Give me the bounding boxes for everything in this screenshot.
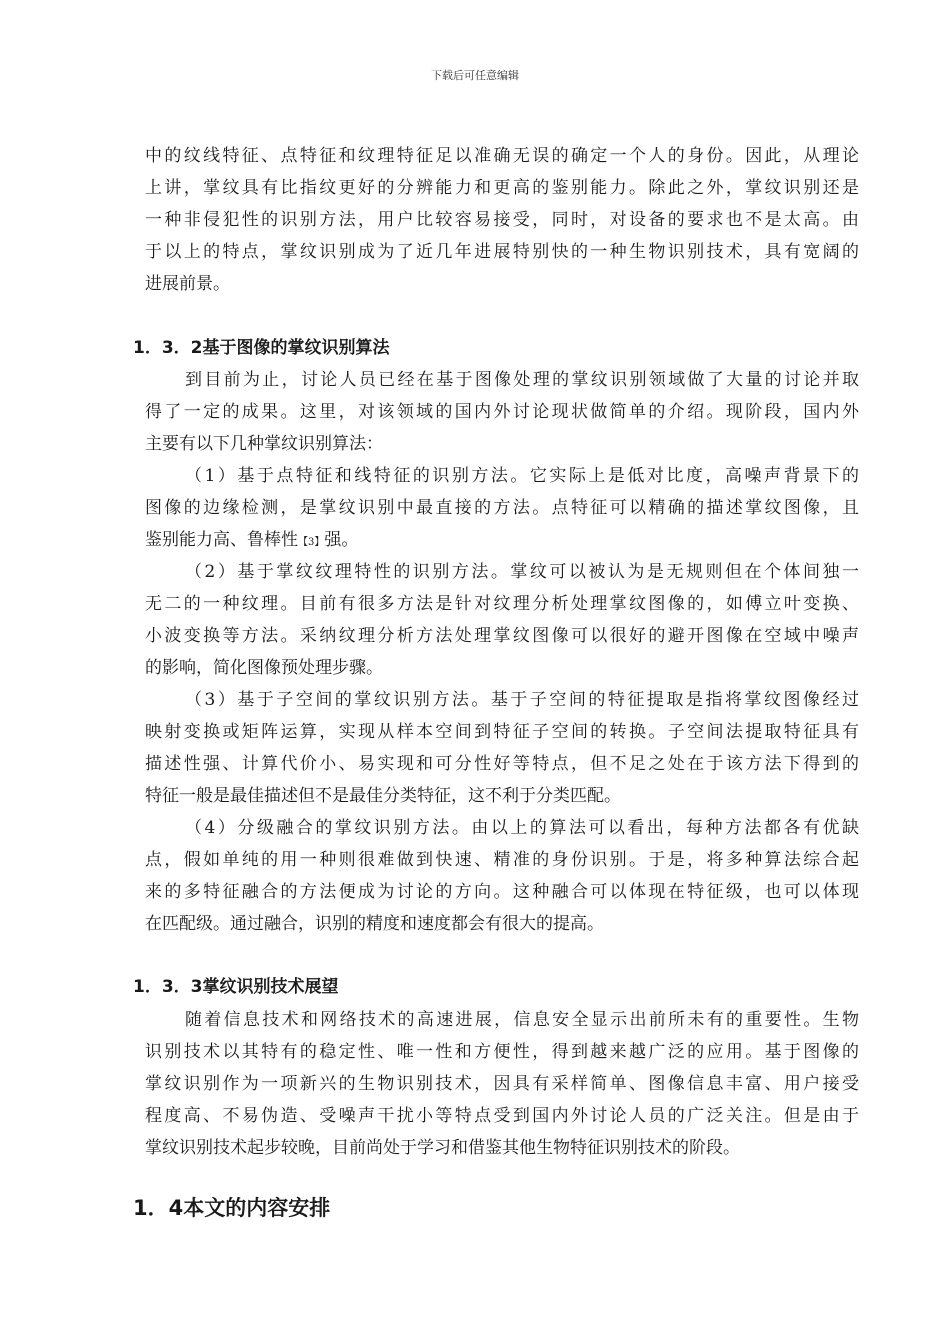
paragraph-line: （3）基于子空间的掌纹识别方法。基于子空间的特征提取是指将掌纹图像经过 bbox=[185, 690, 859, 710]
paragraph-line: 映射变换或矩阵运算，实现从样本空间到特征子空间的转换。子空间法提取特征具有 bbox=[145, 722, 859, 742]
paragraph-line: 识别技术以其特有的稳定性、唯一性和方便性，得到越来越广泛的应用。基于图像的 bbox=[145, 1042, 859, 1062]
paragraph-line: 描述性强、计算代价小、易实现和可分性好等特点，但不足之处在于该方法下得到的 bbox=[145, 754, 859, 774]
paragraph-line: 来的多特征融合的方法便成为讨论的方向。这种融合可以体现在特征级，也可以体现 bbox=[145, 882, 859, 902]
paragraph-line: 于以上的特点，掌纹识别成为了近几年进展特别快的一种生物识别技术，具有宽阔的 bbox=[145, 242, 859, 262]
paragraph-line: 特征一般是最佳描述但不是最佳分类特征，这不利于分类匹配。 bbox=[145, 786, 621, 806]
paragraph-line: 得了一定的成果。这里，对该领域的国内外讨论现状做简单的介绍。现阶段，国内外 bbox=[145, 402, 859, 422]
text-run: 鉴别能力高、鲁棒性 bbox=[145, 530, 298, 550]
paragraph-line: （4）分级融合的掌纹识别方法。由以上的算法可以看出，每种方法都各有优缺 bbox=[185, 818, 859, 838]
paragraph-line: 小波变换等方法。采纳纹理分析方法处理掌纹图像可以很好的避开图像在空域中噪声 bbox=[145, 626, 859, 646]
paragraph-line: 一种非侵犯性的识别方法，用户比较容易接受，同时，对设备的要求也不是太高。由 bbox=[145, 210, 859, 230]
paragraph-line: 到目前为止，讨论人员已经在基于图像处理的掌纹识别领域做了大量的讨论并取 bbox=[185, 370, 859, 390]
paragraph-line: 图像的边缘检测，是掌纹识别中最直接的方法。点特征可以精确的描述掌纹图像，且 bbox=[145, 498, 859, 518]
paragraph-line: 主要有以下几种掌纹识别算法： bbox=[145, 434, 383, 454]
paragraph-line: 中的纹线特征、点特征和纹理特征足以准确无误的确定一个人的身份。因此，从理论 bbox=[145, 146, 859, 166]
page-header: 下载后可任意编辑 bbox=[431, 69, 519, 82]
paragraph-line: 随着信息技术和网络技术的高速进展，信息安全显示出前所未有的重要性。生物 bbox=[185, 1010, 859, 1030]
paragraph-line: 进展前景。 bbox=[145, 274, 230, 294]
paragraph-line: （2）基于掌纹纹理特性的识别方法。掌纹可以被认为是无规则但在个体间独一 bbox=[185, 562, 859, 582]
citation-marker: 【3】 bbox=[298, 537, 325, 548]
paragraph-line: 上讲，掌纹具有比指纹更好的分辨能力和更高的鉴别能力。除此之外，掌纹识别还是 bbox=[145, 178, 859, 198]
paragraph-line bbox=[145, 532, 358, 549]
paragraph-line: 点，假如单纯的用一种则很难做到快速、精准的身份识别。于是，将多种算法综合起 bbox=[145, 850, 859, 870]
paragraph-line: 掌纹识别作为一项新兴的生物识别技术，因具有采样简单、图像信息丰富、用户接受 bbox=[145, 1074, 859, 1094]
paragraph-line: 在匹配级。通过融合，识别的精度和速度都会有很大的提高。 bbox=[145, 914, 604, 934]
paragraph-line: 掌纹识别技术起步较晚，目前尚处于学习和借鉴其他生物特征识别技术的阶段。 bbox=[145, 1138, 740, 1158]
paragraph-line: 无二的一种纹理。目前有很多方法是针对纹理分析处理掌纹图像的，如傅立叶变换、 bbox=[145, 594, 859, 614]
section-heading-1-4: 1．4本文的内容安排 bbox=[133, 1196, 331, 1220]
text-run: 强。 bbox=[324, 530, 359, 550]
section-heading-1-3-2: 1．3．2基于图像的掌纹识别算法 bbox=[133, 338, 390, 358]
section-heading-1-3-3: 1．3．3掌纹识别技术展望 bbox=[133, 977, 339, 997]
paragraph-line: 的影响，简化图像预处理步骤。 bbox=[145, 658, 383, 678]
paragraph-line: 程度高、不易伪造、受噪声干扰小等特点受到国内外讨论人员的广泛关注。但是由于 bbox=[145, 1106, 859, 1126]
paragraph-line: （1）基于点特征和线特征的识别方法。它实际上是低对比度，高噪声背景下的 bbox=[185, 466, 859, 486]
